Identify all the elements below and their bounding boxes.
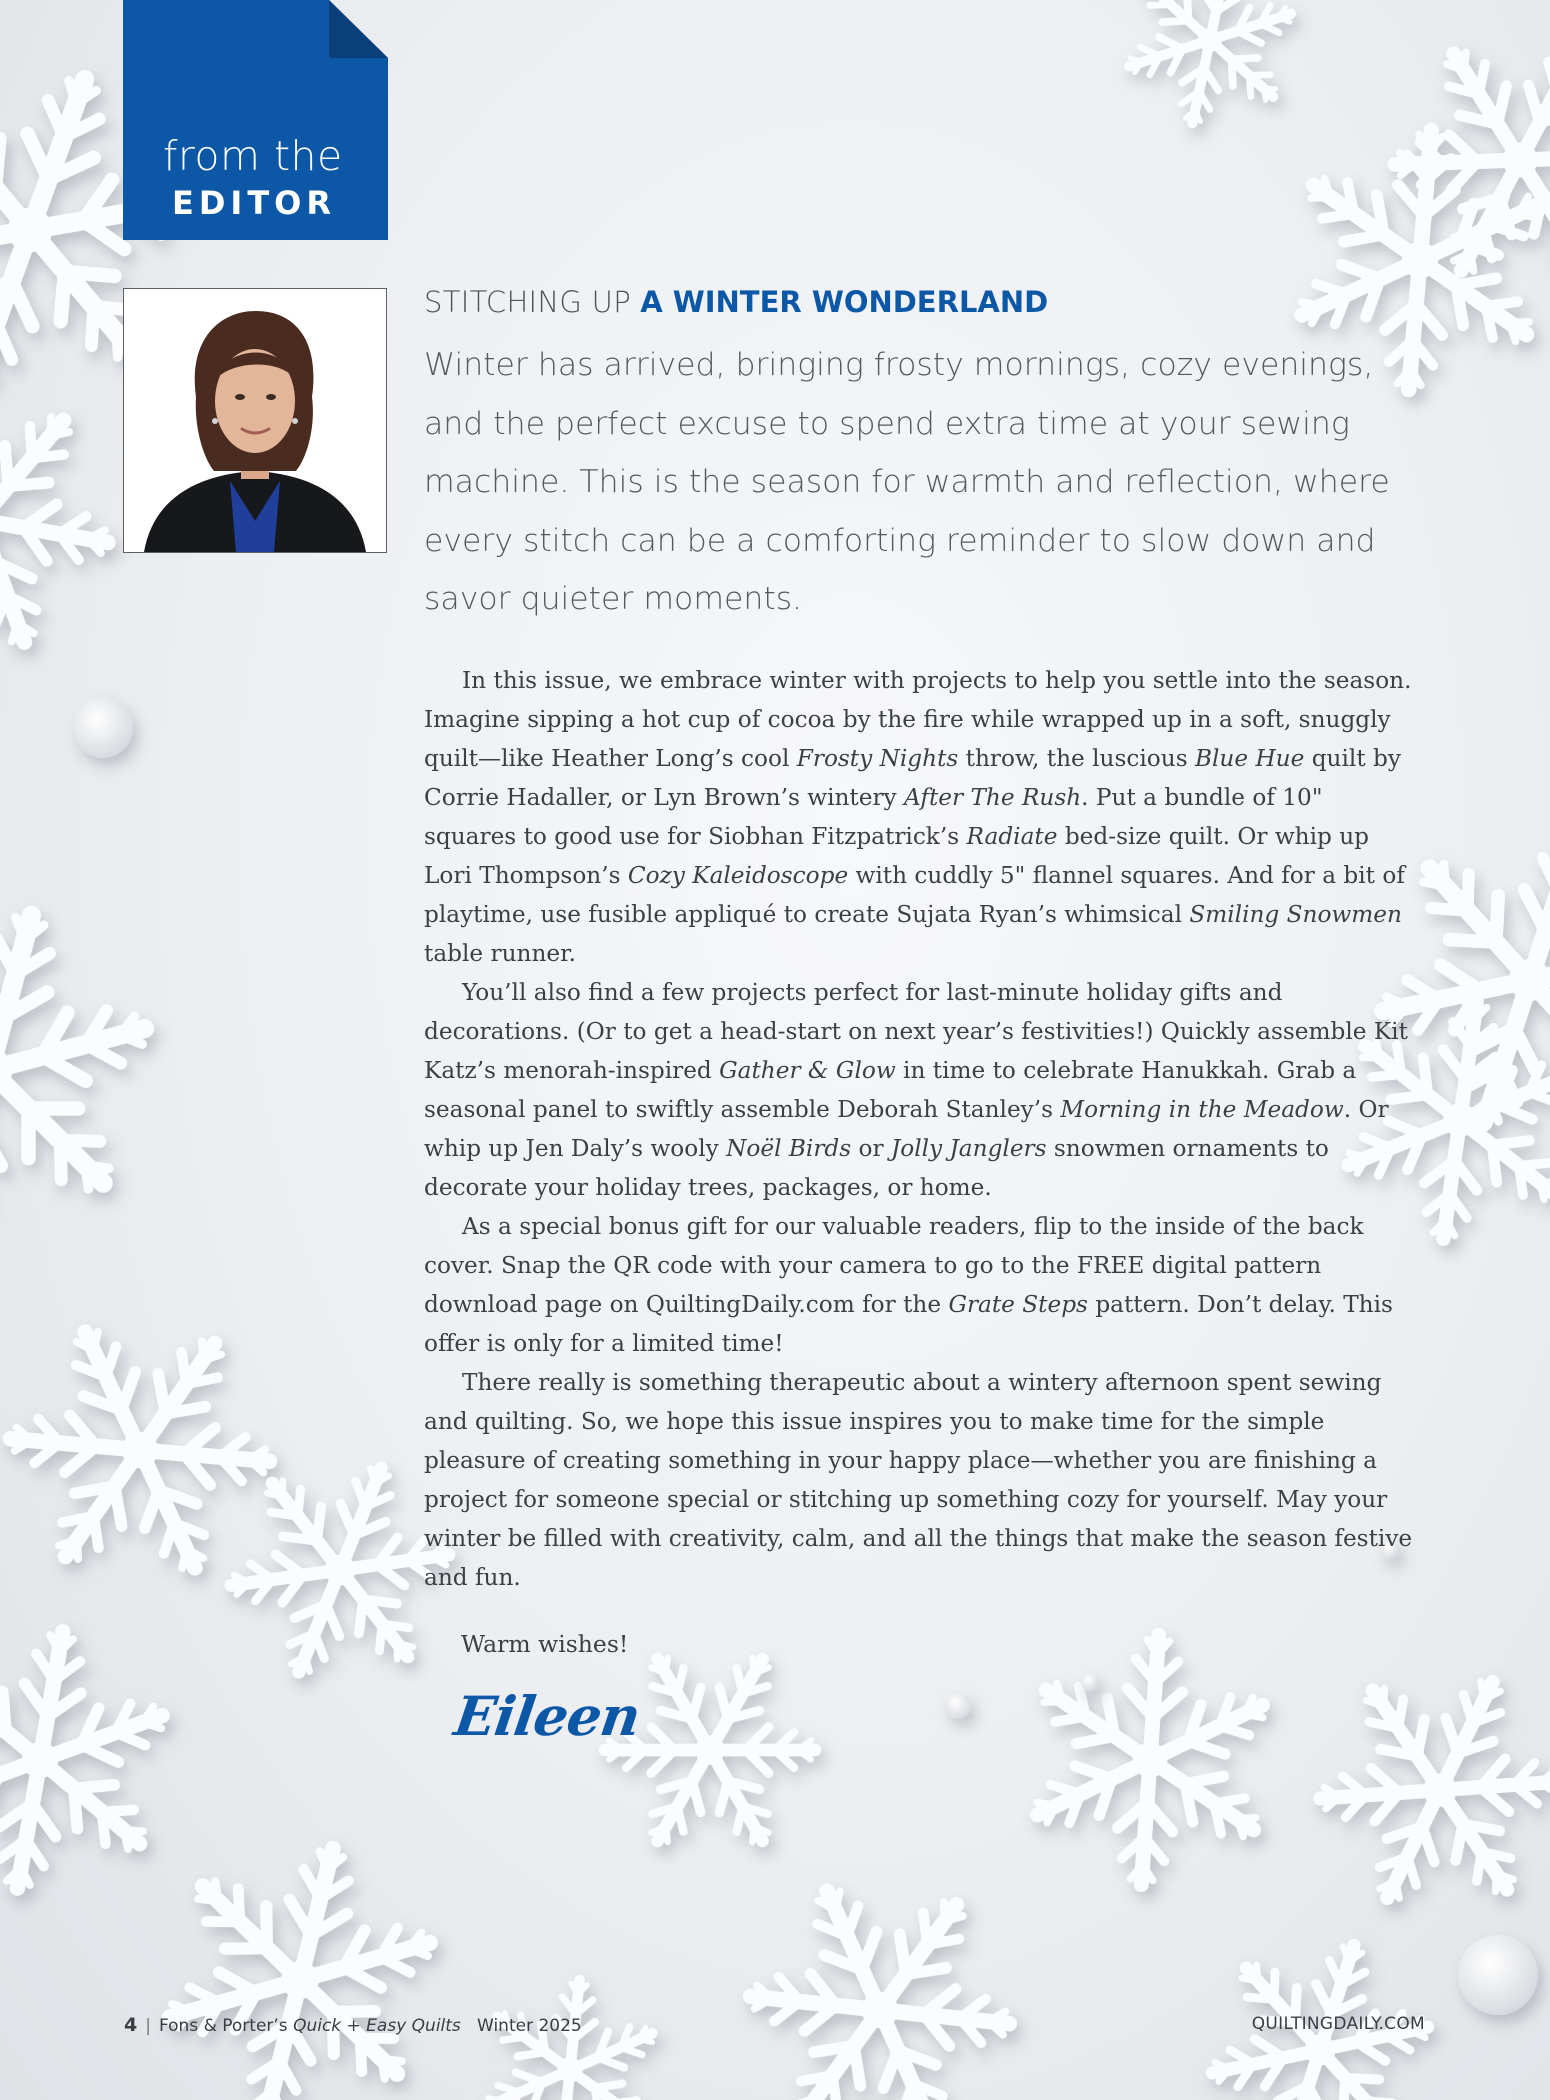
- page-number: 4: [124, 2014, 138, 2036]
- body-paragraph-4: There really is something therapeutic about a wintery afternoon spent sewing and quilting. So, we hope this issue inspires you to make time for the simple pleasure of creating something in your happy place—whether you are finishing a project for someone special or stitching up something cozy for yourself. May your winter be filled with creativity, calm, and all the things that make the season festive and fun.: [424, 1369, 1413, 1591]
- magazine-brand-title: Quick + Easy Quilts: [293, 2016, 461, 2036]
- body-paragraph-2: You’ll also find a few projects perfect for last-minute holiday gifts and decorations. (Or to get a head-start on next year’s festivities!) Quickly assemble Kit Katz’s menorah-inspired Gather & Glow in time to celebrate Hanukkah. Grab a seasonal panel to swiftly assemble Deborah Stanley’s Morning in the Meadow. Or whip up Jen Daly’s wooly Noël Birds or Jolly Janglers snowmen ornaments to decorate your holiday trees, packages, or home.: [424, 979, 1408, 1201]
- tab-label-from-the: from the: [163, 132, 343, 180]
- headline-part-1: STITCHING UP: [424, 285, 631, 319]
- body-paragraph-1: In this issue, we embrace winter with projects to help you settle into the season. Imagine sipping a hot cup of cocoa by the fire while wrapped up in a soft, snuggly quilt—like Heather Long’s cool Frosty Nights throw, the luscious Blue Hue quilt by Corrie Hadaller, or Lyn Brown’s wintery After The Rush. Put a bundle of 10" squares to good use for Siobhan Fitzpatrick’s Radiate bed-size quilt. Or whip up Lori Thompson’s Cozy Kaleidoscope with cuddly 5" flannel squares. And for a bit of playtime, use fusible appliqué to create Sujata Ryan’s whimsical Smiling Snowmen table runner.: [424, 667, 1412, 967]
- issue-label: Winter 2025: [477, 2016, 582, 2036]
- tab-label-editor: EDITOR: [172, 184, 336, 222]
- article-body: [424, 661, 1414, 1597]
- magazine-brand: Fons & Porter’s: [158, 2016, 294, 2036]
- editor-signature: Eileen: [450, 1684, 644, 1748]
- footer-folio: [124, 2014, 582, 2036]
- footer-separator: |: [145, 2016, 151, 2036]
- closing-line: Warm wishes!: [461, 1630, 629, 1658]
- article-deck: Winter has arrived, bringing frosty mornings, cozy evenings, and the perfect excuse to spend extra time at your sewing machine. This is the season for warmth and reflection, where every stitch can be a comforting reminder to slow down and savor quieter moments.: [424, 347, 1390, 617]
- body-paragraph-3: As a special bonus gift for our valuable readers, flip to the inside of the back cover. Snap the QR code with your camera to go to the FREE digital pattern download page on QuiltingDaily.com for the Grate Steps pattern. Don’t delay. This offer is only for a limited time!: [424, 1213, 1393, 1357]
- editor-portrait: [123, 288, 387, 553]
- footer-website: QUILTINGDAILY.COM: [1251, 2014, 1425, 2034]
- article-headline: [424, 285, 1424, 319]
- headline-part-2: A WINTER WONDERLAND: [640, 285, 1049, 319]
